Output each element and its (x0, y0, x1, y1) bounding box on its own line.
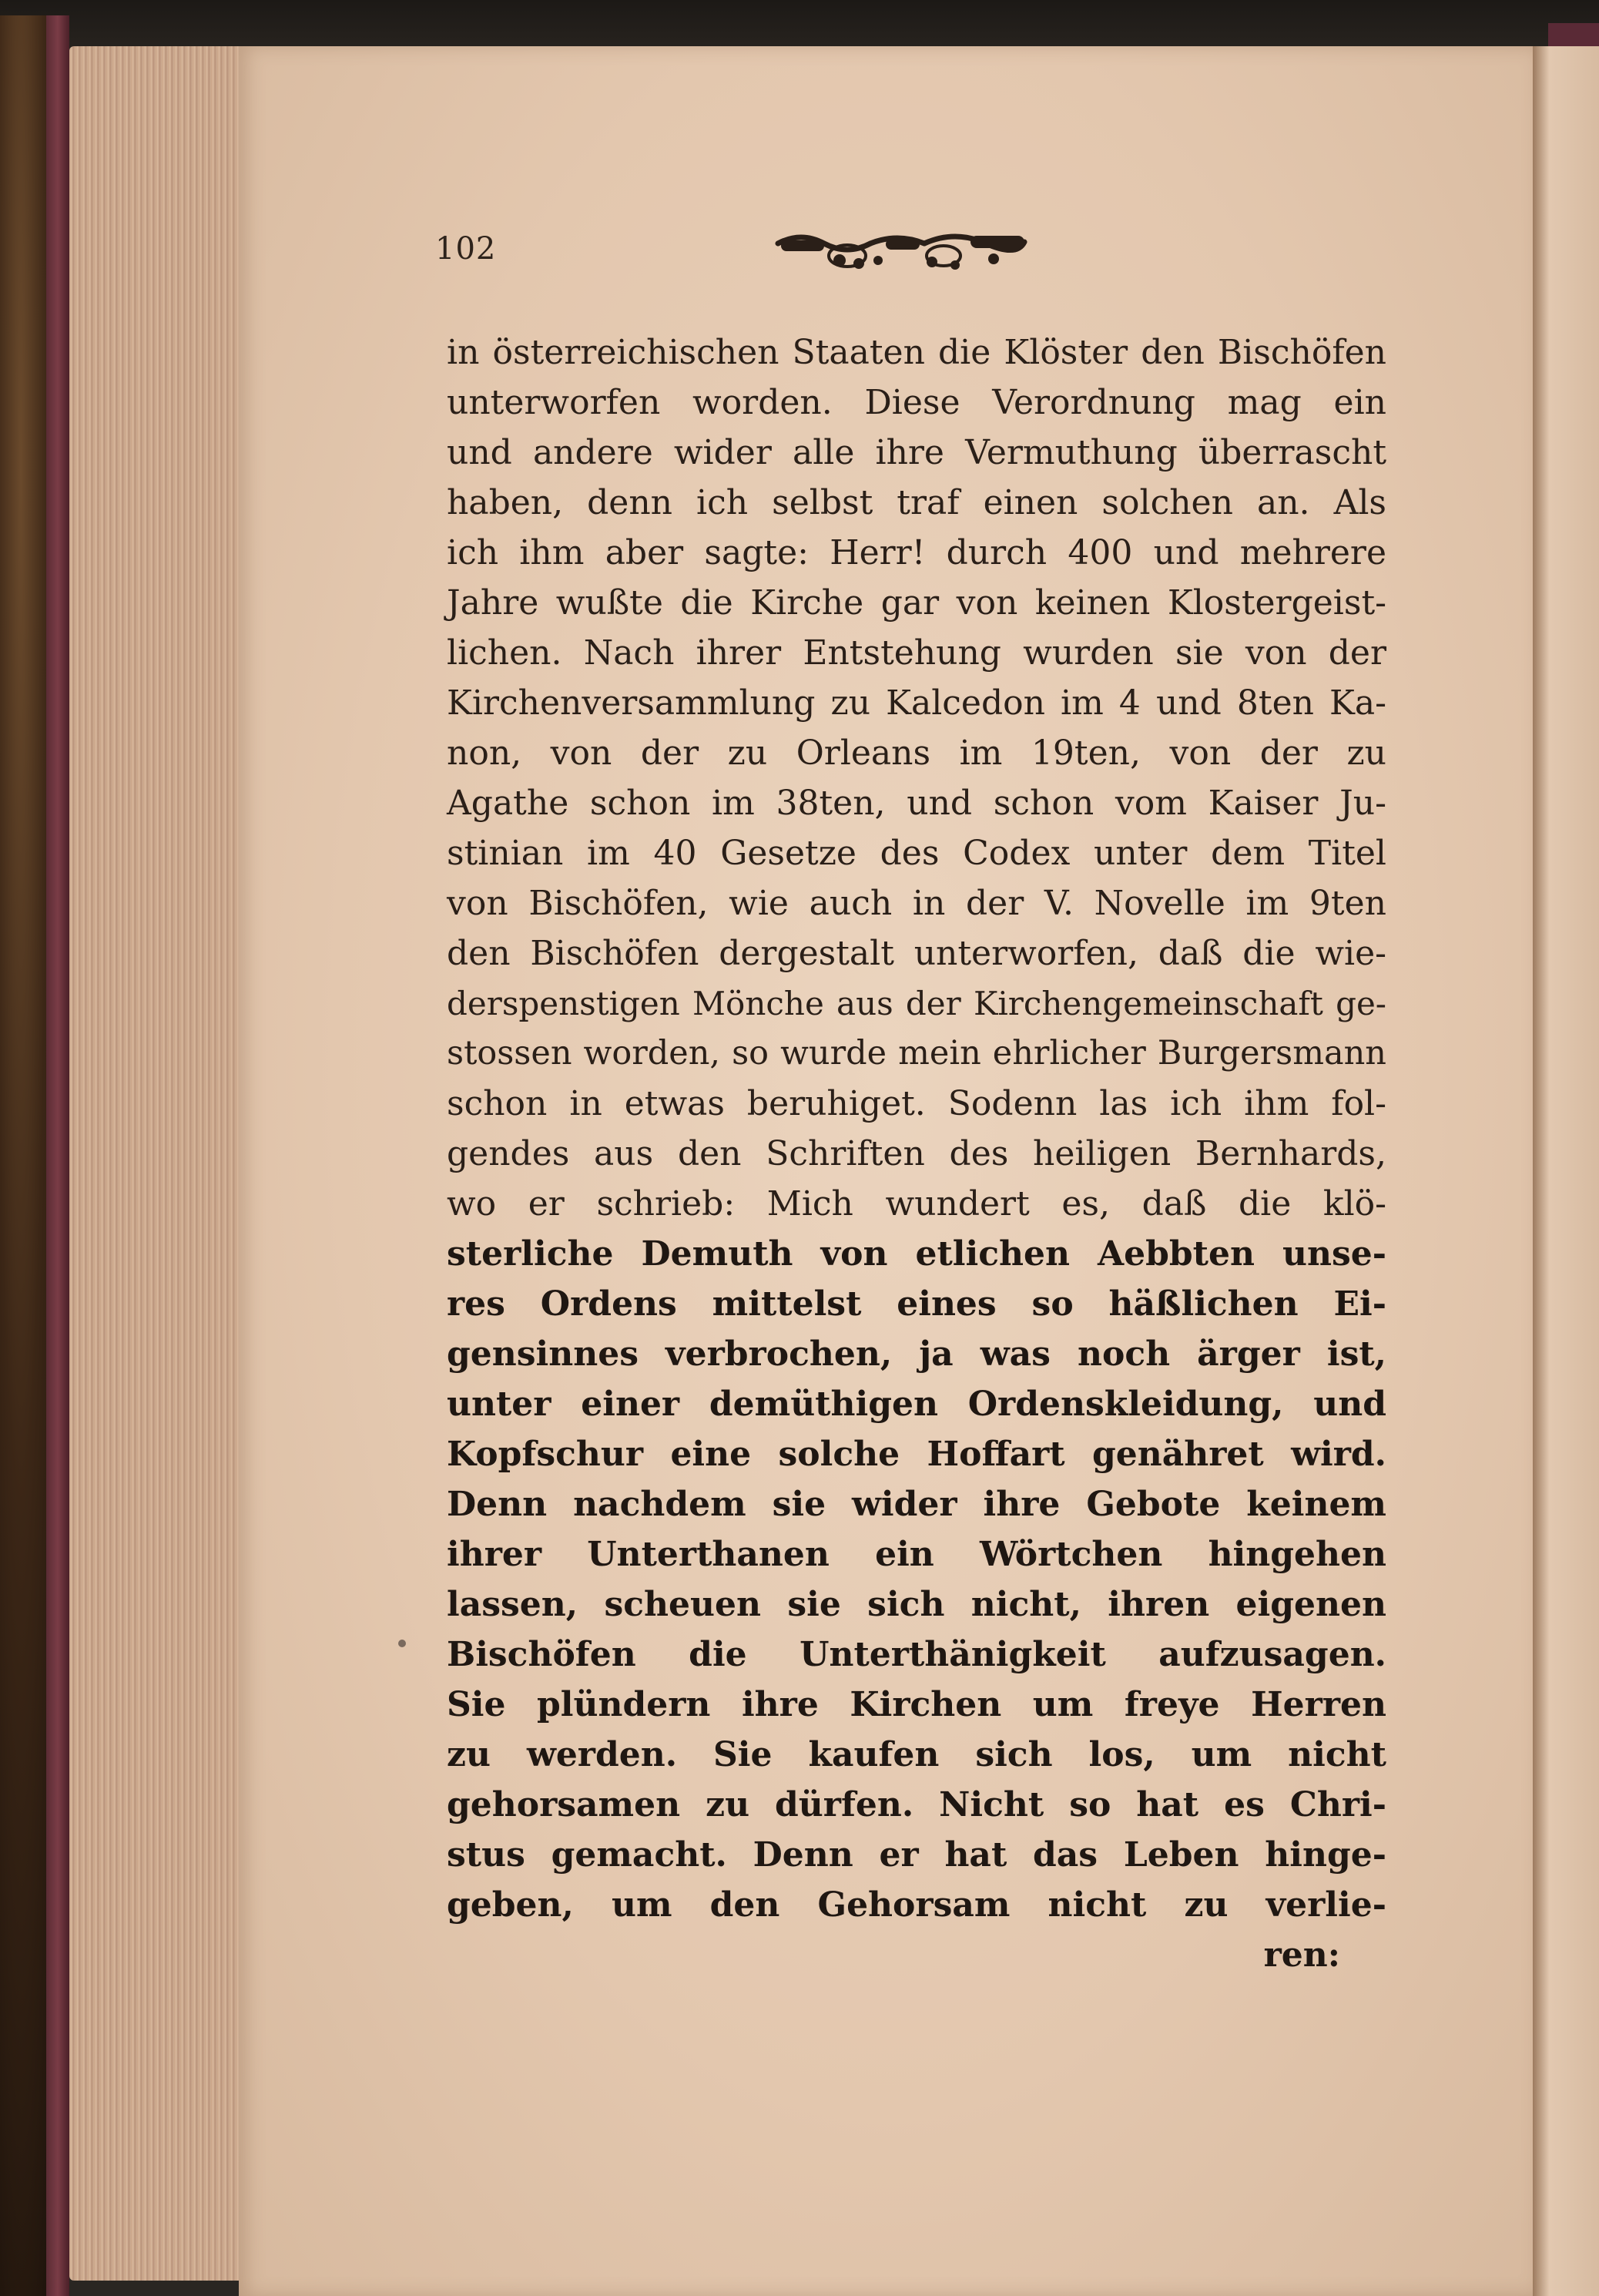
text-line: den Bischöfen dergestalt unterworfen, daß die wie- (447, 934, 1386, 973)
text-line: Kirchenversammlung zu Kalcedon im 4 und 8ten Ka- (447, 683, 1386, 723)
page-edges (69, 46, 239, 2281)
text-line: gendes aus den Schriften des heiligen Bernhards, (447, 1134, 1386, 1173)
text-line: wo er schrieb: Mich wundert es, daß die klö- (447, 1184, 1386, 1224)
text-line: Agathe schon im 38ten, und schon vom Kaiser Ju- (447, 784, 1386, 823)
text-line: unter einer demüthigen Ordenskleidung, und (447, 1385, 1386, 1424)
text-line: sterliche Demuth von etlichen Aebbten unse- (447, 1234, 1386, 1274)
text-line: Jahre wußte die Kirche gar von keinen Klostergeist- (447, 583, 1386, 623)
ink-spot (398, 1640, 406, 1647)
text-line: haben, denn ich selbst traf einen solchen an. Als (447, 483, 1386, 522)
book-cover-left (0, 15, 69, 2296)
text-line: stossen worden, so wurde mein ehrlicher Burgersmann (447, 1034, 1386, 1072)
text-line: von Bischöfen, wie auch in der V. Novelle im 9ten (447, 884, 1386, 923)
text-line: schon in etwas beruhiget. Sodenn las ich ihm fol- (447, 1084, 1386, 1123)
text-line: Sie plündern ihre Kirchen um freye Herren (447, 1685, 1386, 1724)
text-line: Kopfschur eine solche Hoffart genähret wird. (447, 1435, 1386, 1474)
text-line: lichen. Nach ihrer Entstehung wurden sie von der (447, 633, 1386, 673)
facing-page-edge (1533, 46, 1599, 2296)
ornament-icon (770, 225, 1032, 276)
text-line: ihrer Unterthanen ein Wörtchen hingehen (447, 1535, 1386, 1574)
body-text (447, 327, 1386, 1980)
text-line: stinian im 40 Gesetze des Codex unter dem Titel (447, 834, 1386, 873)
text-line: unterworfen worden. Diese Verordnung mag ein (447, 383, 1386, 422)
text-line: lassen, scheuen sie sich nicht, ihren eigenen (447, 1585, 1386, 1624)
text-line: und andere wider alle ihre Vermuthung überrascht (447, 433, 1386, 472)
text-line: geben, um den Gehorsam nicht zu verlie- (447, 1885, 1386, 1925)
text-line: gehorsamen zu dürfen. Nicht so hat es Chri- (447, 1785, 1386, 1824)
text-line: zu werden. Sie kaufen sich los, um nicht (447, 1735, 1386, 1774)
page-number: 102 (435, 231, 497, 267)
text-line: res Ordens mittelst eines so häßlichen Ei- (447, 1284, 1386, 1324)
catchword: ren: (1263, 1935, 1340, 1975)
text-line: derspenstigen Mönche aus der Kirchengemeinschaft ge- (447, 985, 1386, 1022)
text-line: Bischöfen die Unterthänigkeit aufzusagen. (447, 1635, 1386, 1674)
text-line: gensinnes verbrochen, ja was noch ärger ist, (447, 1334, 1386, 1374)
text-line: ich ihm aber sagte: Herr! durch 400 und mehrere (447, 533, 1386, 572)
text-line: stus gemacht. Denn er hat das Leben hinge- (447, 1835, 1386, 1875)
text-line: Denn nachdem sie wider ihre Gebote keinem (447, 1485, 1386, 1524)
text-line: in österreichischen Staaten die Klöster den Bischöfen (447, 333, 1386, 372)
text-line: non, von der zu Orleans im 19ten, von der zu (447, 733, 1386, 773)
